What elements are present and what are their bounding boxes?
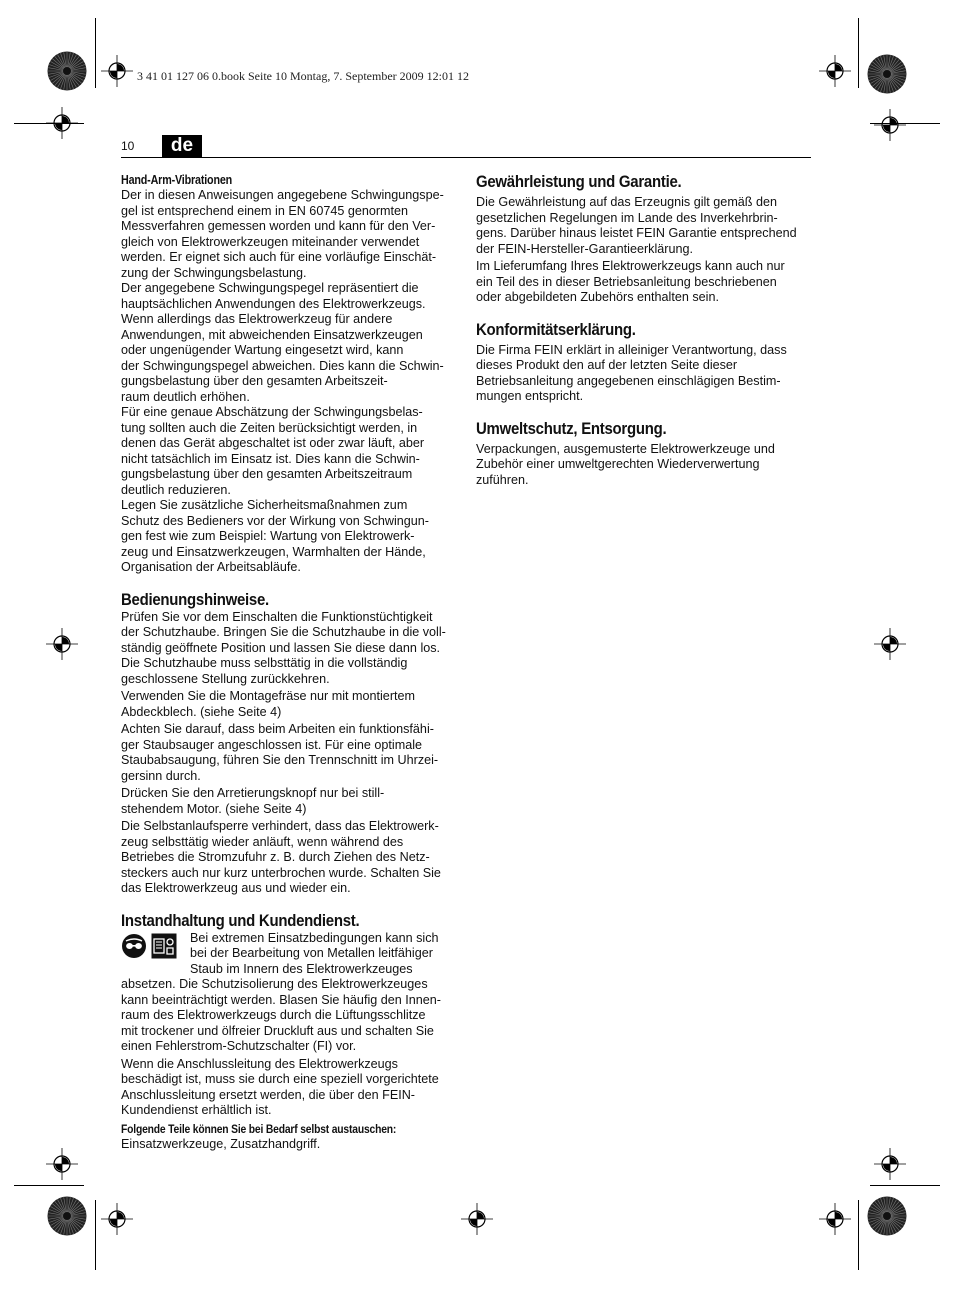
crosshair-icon: [46, 1148, 78, 1180]
maintenance-icons: [121, 933, 177, 959]
print-header-line: 3 41 01 127 06 0.book Seite 10 Montag, 7. September 2009 12:01 12: [137, 69, 469, 83]
crosshair-icon: [874, 1148, 906, 1180]
page-number: 10: [121, 139, 135, 153]
section-title-warranty: Gewährleistung und Garantie.: [476, 172, 682, 191]
registration-rosette-icon: [47, 51, 87, 91]
replace-parts-title: Folgende Teile können Sie bei Bedarf selbst austauschen:: [121, 1121, 397, 1136]
right-column: [476, 172, 812, 488]
registration-rosette-icon: [867, 1196, 907, 1236]
crosshair-icon: [101, 55, 133, 87]
replace-parts-text: Einsatzwerkzeuge, Zusatzhandgriff.: [121, 1136, 321, 1151]
crosshair-icon: [461, 1203, 493, 1235]
language-badge: de: [162, 135, 202, 157]
crosshair-icon: [46, 628, 78, 660]
crosshair-icon: [819, 55, 851, 87]
header-rule: [121, 157, 811, 158]
goggles-icon: [121, 933, 147, 959]
vibration-text: Der in diesen Anweisungen angegebene Schwingungspe- gel ist entsprechend einem in EN 60745 genormten Messverfahren gemessen worden und kann für den Ver- gleich von Elektrowerkzeugen miteinander verwendet werden. Er eignet sich auch für eine vorläufige Einschät- zung der Schwingungsbelastung. Der angegebene Schwingungspegel repräsentiert die hauptsächlichen Anwendungen des Elektrowerkzeugs. Wenn allerdings das Elektrowerkzeug für andere Anwendungen, mit abweichenden Einsatzwerkzeugen oder ungenügender Wartung eingesetzt wird, kann der Schwingungspegel abweichen. Dies kann die Schwin- gungsbelastung über den gesamten Arbeitszeit- raum deutlich erhöhen. Für eine genaue Abschätzung der Schwingungsbelas- tung sollten auch die Zeiten berücksichtigt werden, in denen das Gerät abgeschaltet ist oder zwar läuft, aber nicht tatsächlich im Einsatz ist. Dies kann die Schwin- gungsbelastung über den gesamten Arbeitszeitraum deutlich reduzieren. Legen Sie zusätzliche Sicherheitsmaßnahmen zum Schutz des Bedieners vor der Wirkung von Schwingun- gen fest wie zum Beispiel: Wartung von Elektrowerk- zeug und Einsatzwerkzeugen, Warmhalten der Hände, Organisation der Arbeitsabläufe.: [121, 188, 444, 574]
section-title-conformity: Konformitätserklärung.: [476, 319, 636, 339]
crosshair-icon: [819, 1203, 851, 1235]
registration-rosette-icon: [47, 1196, 87, 1236]
section-title-vibration: Hand-Arm-Vibrationen: [121, 173, 233, 187]
maintenance-text: Bei extremen Einsatzbedingungen kann sich bei der Bearbeitung von Metallen leitfähiger Staub im Innern des Elektrowerkzeuges absetzen. Die Schutzisolierung des Elektrowerkzeuges kann beeinträchtigt werden. Blasen Sie häufig den Innen- raum des Elektrowerkzeugs durch die Lüftungsschlitze mit trockener und ölfreier Druckluft aus und schalten Sie einen Fehlerstrom-Schutzschalter (FI) vor. Wenn die Anschlussleitung des Elektrowerkzeugs beschädigt ist, muss sie durch eine speziell vorgerichtete Anschlussleitung ersetzt werden, die über den FEIN- Kundendienst erhältlich ist.: [121, 930, 441, 1117]
environment-text: Verpackungen, ausgemusterte Elektrowerkzeuge und Zubehör einer umweltgerechten Wiederverwertung zuführen.: [476, 441, 775, 487]
crosshair-icon: [874, 628, 906, 660]
operating-text: Prüfen Sie vor dem Einschalten die Funktionstüchtigkeit der Schutzhaube. Bringen Sie die Schutzhaube in die voll- ständig geöffnete Position und lassen Sie diese dann los. Die Schutzhaube muss selbsttätig in die vollständig geschlossene Stellung zurückkehren. Verwenden Sie die Montagefräse nur mit montiertem Abdeckblech. (siehe Seite 4) Achten Sie darauf, dass beim Arbeiten ein funktionsfähi- ger Staubsauger angeschlossen ist. Für eine optimale Staubabsaugung, führen Sie den Trennschnitt im Uhrzei- gersinn durch. Drücken Sie den Arretierungsknopf nur bei still- stehendem Motor. (siehe Seite 4) Die Selbstanlaufsperre verhindert, dass das Elektrowerk- zeug selbsttätig wieder anläuft, wenn während des Betriebes die Stromzufuhr z. B. durch Ziehen des Netz- steckers auch nur kurz unterbrochen wurde. Schalten Sie das Elektrowerkzeug aus und wieder ein.: [121, 609, 446, 895]
conformity-text: Die Firma FEIN erklärt in alleiniger Verantwortung, dass dieses Produkt den auf der letzten Seite dieser Betriebsanleitung angegebenen einschlägigen Bestim- mungen entspricht.: [476, 342, 787, 403]
section-title-environment: Umweltschutz, Entsorgung.: [476, 418, 667, 438]
manual-icon: [151, 933, 177, 959]
crosshair-icon: [101, 1203, 133, 1235]
left-column: [121, 172, 457, 1152]
warranty-text: Die Gewährleistung auf das Erzeugnis gilt gemäß den gesetzlichen Regelungen im Lande des Inverkehrbrin- gens. Darüber hinaus leistet FEIN Garantie entsprechend der FEIN-Hersteller-Garantieerklärung. Im Lieferumfang Ihres Elektrowerkzeugs kann auch nur ein Teil des in dieser Betriebsanleitung beschriebenen oder abgebildeten Zubehörs enthalten sein.: [476, 195, 797, 304]
section-title-operating: Bedienungshinweise.: [121, 589, 269, 609]
section-title-maintenance: Instandhaltung und Kundendienst.: [121, 910, 360, 930]
crosshair-icon: [874, 109, 906, 141]
registration-rosette-icon: [867, 54, 907, 94]
